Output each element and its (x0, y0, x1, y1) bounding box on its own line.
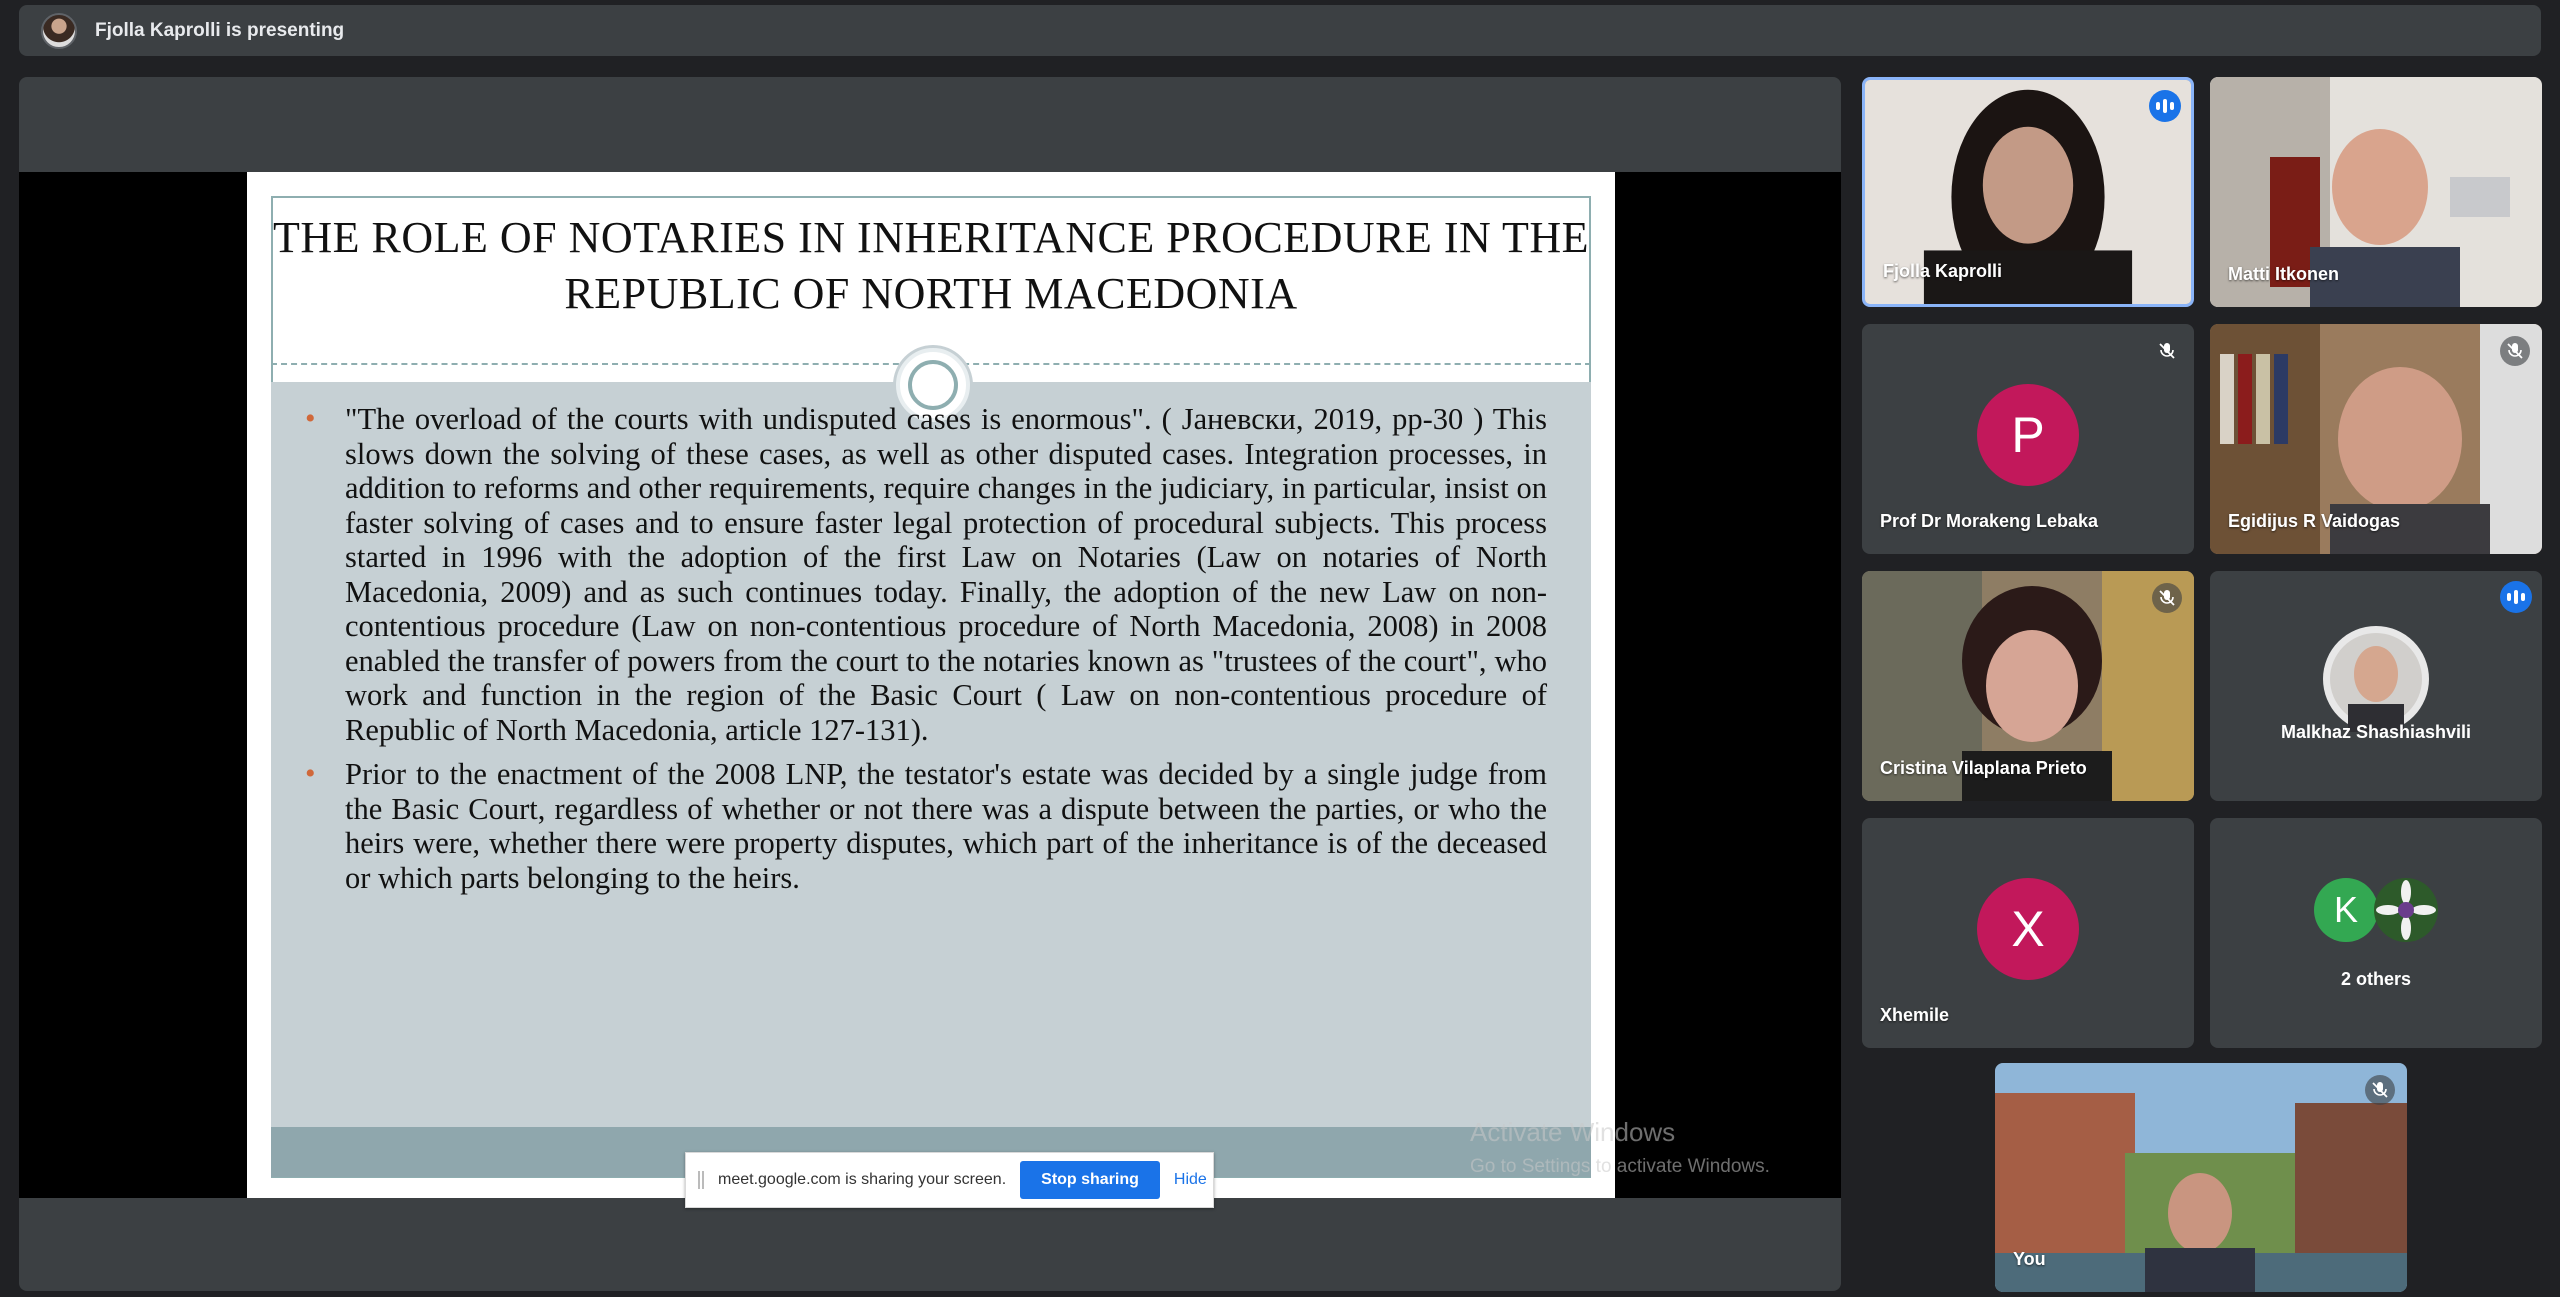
participant-name: Prof Dr Morakeng Lebaka (1880, 511, 2099, 531)
slide-bullet: • "The overload of the courts with undisputed cases is enormous". ( Јаневски, 2019, pp-30 ) This slows down the solving of these cases, as well as other disputed cases. Integration processes, in addition to reforms and other requirements, require changes in the judiciary, in particular, insist on faster solving of cases and to ensure faster legal protection of procedural subjects. This process started in 1996 with the adoption of the first Law on Notaries (Law on notaries of North Macedonia, 2009) and as such continues today. Finally, the adoption of the new Law on non-contentious procedure (Law on non-contentious procedure of North Macedonia, 2008) in 2008 enabled the transfer of powers from the court to the notaries known as "trustees of the court", who work and function in the region of the Basic Court ( Law on non-contentious procedure of Republic of North Macedonia, article 127-131). (271, 402, 1591, 747)
participant-video (1995, 1063, 2407, 1292)
participant-tile[interactable] (2210, 324, 2542, 554)
others-label: 2 others (2340, 969, 2412, 989)
participant-name: You (2013, 1249, 2046, 1269)
presentation-stage (19, 77, 1841, 1291)
mic-off-icon (2500, 336, 2530, 366)
mic-off-icon (2152, 336, 2182, 366)
participant-name: Xhemile (1880, 1005, 1950, 1025)
flower-avatar-icon (2374, 878, 2438, 942)
presenter-text: Fjolla Kaprolli is presenting (95, 19, 345, 41)
participant-tile[interactable] (2210, 571, 2542, 801)
participant-name: Malkhaz Shashiashvili (2280, 722, 2472, 742)
drag-handle-icon[interactable] (698, 1171, 704, 1189)
speaking-indicator-icon (2500, 581, 2532, 613)
stop-sharing-button[interactable]: Stop sharing (1020, 1161, 1160, 1199)
watermark-subtitle: Go to Settings to activate Windows. (1470, 1156, 1770, 1177)
participant-name: Matti Itkonen (2228, 264, 2339, 284)
presentation-slide (247, 172, 1615, 1198)
participant-tile[interactable] (2210, 77, 2542, 307)
watermark-title: Activate Windows (1470, 1117, 1676, 1147)
screen-share-bar (685, 1152, 1214, 1208)
participant-name: Egidijus R Vaidogas (2228, 511, 2401, 531)
slide-bullets (271, 402, 1591, 905)
self-view-tile[interactable] (1995, 1063, 2407, 1292)
presenter-avatar (41, 13, 77, 49)
participant-tile[interactable] (1862, 571, 2194, 801)
participant-avatar: K (2314, 878, 2378, 942)
participant-name: Cristina Vilaplana Prieto (1880, 758, 2087, 778)
slide-bullet: • Prior to the enactment of the 2008 LNP, the testator's estate was decided by a single judge from the Basic Court, regardless of whether or not there was a dispute between the parties, or who the heirs were, whether there were property disputes, which part of the inheritance is of the deceased or which parts belonging to the heirs. (271, 757, 1591, 895)
participant-avatar: X (1977, 878, 2079, 980)
participant-avatar: P (1977, 384, 2079, 486)
participant-name: Fjolla Kaprolli (1883, 261, 2003, 281)
share-status-text: meet.google.com is sharing your screen. (718, 1171, 1007, 1188)
participant-avatar (2323, 626, 2429, 732)
mic-off-icon (2365, 1075, 2395, 1105)
participant-tile[interactable] (1862, 77, 2194, 307)
mic-off-icon (2152, 583, 2182, 613)
participant-tile[interactable] (1862, 324, 2194, 554)
speaking-indicator-icon (2149, 90, 2181, 122)
activate-windows-watermark (1470, 1117, 1770, 1178)
hide-button[interactable]: Hide (1173, 1171, 1207, 1188)
slide-title: THE ROLE OF NOTARIES IN INHERITANCE PROCEDURE IN THE REPUBLIC OF NORTH MACEDONIA (272, 213, 1590, 318)
others-tile[interactable] (2210, 818, 2542, 1048)
participant-tile[interactable] (1862, 818, 2194, 1048)
presenter-bar (19, 5, 2541, 56)
